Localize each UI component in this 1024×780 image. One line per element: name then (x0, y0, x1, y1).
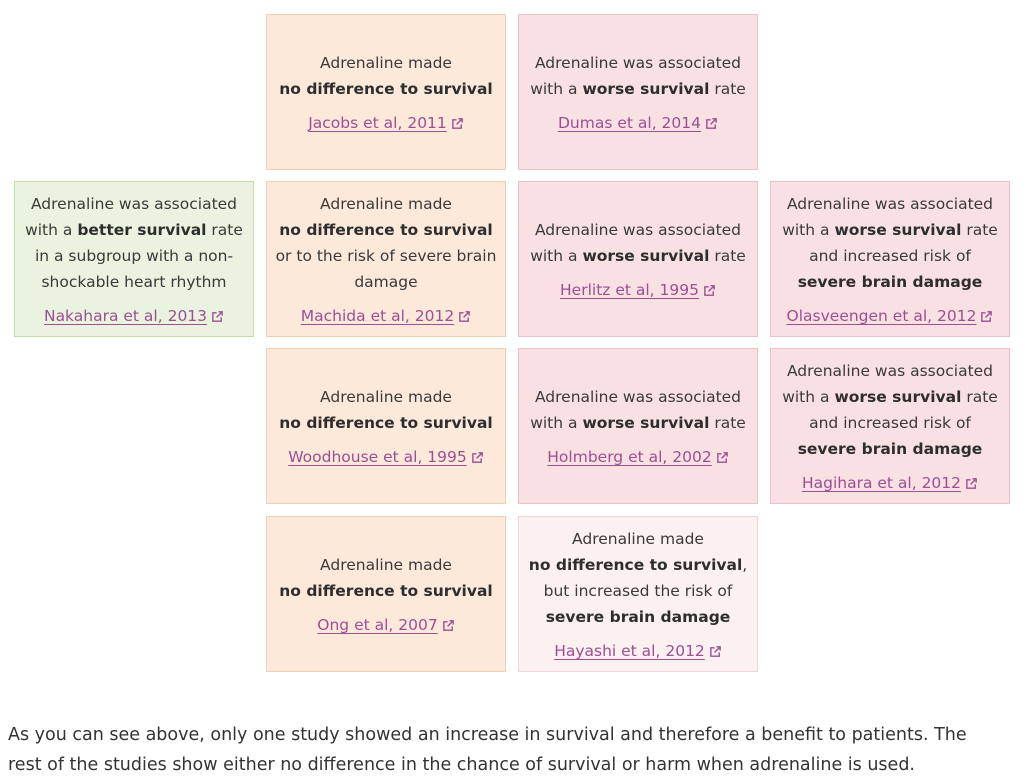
study-finding: Adrenaline was associated with a worse survival rate (530, 388, 746, 432)
study-finding: Adrenaline was associated with a worse survival rate (530, 221, 746, 265)
study-citation-link[interactable]: Hagihara et al, 2012 (802, 472, 978, 494)
external-link-icon (716, 451, 729, 464)
study-finding: Adrenaline made no difference to survival, but increased the risk of severe brain damage (528, 530, 748, 626)
study-card-ong (266, 516, 506, 672)
study-finding: Adrenaline made no difference to survival or to the risk of severe brain damage (275, 195, 497, 291)
external-link-icon (703, 284, 716, 297)
study-card-dumas (518, 14, 758, 170)
study-citation-link[interactable]: Jacobs et al, 2011 (308, 112, 464, 134)
study-card-herlitz (518, 181, 758, 337)
study-card-machida (266, 181, 506, 337)
study-finding: Adrenaline made no difference to survival (279, 388, 493, 432)
study-finding: Adrenaline was associated with a worse survival rate and increased risk of severe brain damage (782, 362, 998, 458)
external-link-icon (471, 451, 484, 464)
study-card-hayashi (518, 516, 758, 672)
study-card-jacobs (266, 14, 506, 170)
study-citation-link[interactable]: Woodhouse et al, 1995 (288, 446, 484, 468)
study-card-nakahara (14, 181, 254, 337)
study-finding: Adrenaline made no difference to survival (279, 54, 493, 98)
external-link-icon (709, 645, 722, 658)
external-link-icon (980, 310, 993, 323)
external-link-icon (458, 310, 471, 323)
study-card-woodhouse (266, 348, 506, 504)
study-finding: Adrenaline was associated with a worse survival rate and increased risk of severe brain damage (782, 195, 998, 291)
study-finding: Adrenaline was associated with a better survival rate in a subgroup with a non-shockable heart rhythm (25, 195, 243, 291)
external-link-icon (965, 477, 978, 490)
study-finding: Adrenaline was associated with a worse survival rate (530, 54, 746, 98)
study-citation-link[interactable]: Olasveengen et al, 2012 (787, 305, 994, 327)
external-link-icon (442, 619, 455, 632)
external-link-icon (705, 117, 718, 130)
study-citation-link[interactable]: Dumas et al, 2014 (558, 112, 718, 134)
study-citation-link[interactable]: Hayashi et al, 2012 (554, 640, 722, 662)
external-link-icon (451, 117, 464, 130)
study-finding: Adrenaline made no difference to survival (279, 556, 493, 600)
study-citation-link[interactable]: Holmberg et al, 2002 (547, 446, 728, 468)
study-card-holmberg (518, 348, 758, 504)
study-citation-link[interactable]: Ong et al, 2007 (317, 614, 454, 636)
study-card-hagihara (770, 348, 1010, 504)
study-citation-link[interactable]: Machida et al, 2012 (301, 305, 471, 327)
study-card-olasveengen (770, 181, 1010, 337)
study-citation-link[interactable]: Nakahara et al, 2013 (44, 305, 224, 327)
study-citation-link[interactable]: Herlitz et al, 1995 (560, 279, 716, 301)
external-link-icon (211, 310, 224, 323)
summary-paragraph: As you can see above, only one study showed an increase in survival and therefore a benefit to patients. The rest of the studies show either no difference in the chance of survival or harm when adrenaline is used. (8, 724, 967, 775)
